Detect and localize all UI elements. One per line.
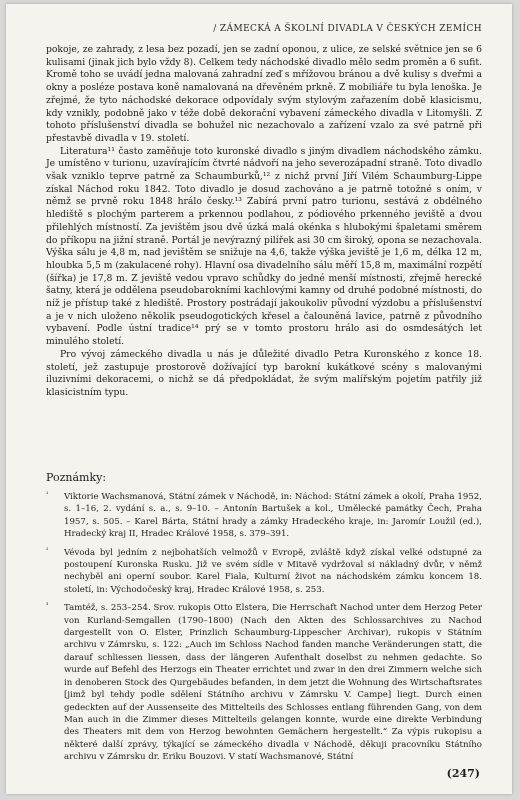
footnote-number: ¹: [46, 491, 49, 498]
document-page: [6, 4, 512, 794]
footnote-text: Viktorie Wachsmanová, Státní zámek v Náchodě, in: Náchod: Státní zámek a okolí, Praha 1952, s. 1–16, 2. vydání s. a., s. 9–10. – Antonín Bartušek a kol., Umělecké památky Čech, Praha 1957, s. 505. – Karel Bárta, Státní hrady a zámky Hradeckého kraje, in: Jaromír Loužil (ed.), Hradecký kraj II, Hradec Králové 1958, s. 379–391.: [64, 492, 482, 540]
paragraph-1: pokoje, ze zahrady, z lesa bez pozadí, jen se zadní oponou, z ulice, ze selské světnice jen se 6 kulisami (jinak jich bylo vždy 8). Celkem tedy náchodské divadlo mělo sedm proměn a 6 sufit. Kromě toho se uvádí jedna malovaná zahradní zeď s mřížovou bránou a dvě kulisy s dveřmi a okny a posléze postava koně namalovaná na dřevěném prkně. Z mobiliáře tu byla lenoška. Je zřejmé, že tyto náchodské dekorace odpovídaly svým stylovým zařazením době klasicismu, kdy vznikly, podobně jako v téže době dekorační vybavení zámeckého divadla v Litomyšli. Z tohoto příslušenství divadla se bohužel nic nezachovalo a zařízení vzalo za své patrně při přestavbě divadla v 19. století.: [46, 44, 482, 144]
running-header: / ZÁMECKÁ A ŠKOLNÍ DIVADLA V ČESKÝCH ZEMÍCH: [213, 24, 482, 34]
footnote-2: [46, 547, 482, 597]
footnote-number: ²: [46, 546, 49, 554]
footnote-text: Tamtéž, s. 253–254. Srov. rukopis Otto Elstera, Die Herrschaft Nachod unter dem Herzog Peter von Kurland-Semgallen (1790–1800) (Nach den Akten des Schlossarchives zu Nachod dargestellt von O. Elster, Prinzlich Schaumburg-Lippescher Archivar), rukopis v Státním archivu v Zámrsku, s. 122: „Auch im Schloss Nachod fanden manche Veränderungen statt, die darauf schliessen liessen, dass der längeren Aufenthalt doselbst zu nehmen gedachte. So wurde auf Befehl des Herzogs ein Theater errichtet und zwar in den drei Zimmern welche sich in denoberen Stock des Qurgebäudes befanden, in dem jetzt die Wohnung des Wirtschaftsrates [jimž byl tehdy podle sdělení Státního archivu v Zámrsku V. Campe] liegt. Durch einen gedeckten auf der Aussenseite des Mittelteils des Schlosses entlang führenden Gang, von dem Man auch in die Zimmer dieses Mittelteils gelangen konnte, wurde eine direkte Verbindung des Theaters mit dem von Herzog bewohnten Gemächern hergestellt.“ Za výpis rukopisu a některé další zprávy, týkající se zámeckého divadla v Náchodě, děkuji pracovníku Státního archivu v Zámrsku dr. Eriku Bouzovi. V statí Wachsmanové, Státní: [64, 603, 482, 763]
footnote-1: [46, 491, 482, 541]
paragraph-3: Pro vývoj zámeckého divadla u nás je důležité divadlo Petra Kuronského z konce 18. století, jež zastupuje prostorově dožívající typ barokní kukátkové scény s malovanými iluzivními dekoracemi, o nichž se dá předpokládat, že svým malířským pojetím patřily již klasicistním typu.: [46, 348, 482, 398]
page-number: (247): [446, 767, 480, 780]
notes-heading: Poznámky:: [46, 471, 107, 484]
footnote-text: Vévoda byl jedním z nejbohatších velmožů v Evropě, zvláště když získal velké odstupné za postoupení Kuronska Rusku. Již ve svém sídle v Mitavě vydržoval si nákladný dvůr, v němž nechyběl ani operní soubor. Karel Fiala, Kulturní život na náchodském zámku koncem 18. století, in: Východočeský kraj, Hradec Králové 1958, s. 253.: [64, 547, 482, 595]
body-text: [46, 44, 482, 400]
footnotes: [46, 491, 482, 770]
footnote-3: [46, 602, 482, 763]
paragraph-2: Literatura¹¹ často zaměňuje toto kuronské divadlo s jiným divadlem náchodského zámku. Je umístěno v turionu, uzavírajícím čtvrté nádvoří na jeho severozápadní straně. Toto divadlo však vzniklo teprve patrně za Schaumburků,¹² z nichž první Jiří Vilém Schaumburg-Lippe získal Náchod roku 1842. Toto divadlo je dosud zachováno a je patrně totožné s oním, v němž se prvně roku 1848 hrálo česky.¹³ Zabírá první patro turionu, sestává z obdélného hlediště s plochým parterem a prkennou podlahou, z pódiového prkenného jeviště a dvou přilehlých místností. Za jevištěm jsou dvě úzká malá okénka s hlubokými špaletami směrem do příkopu na jižní straně. Portál je nevýrazný pilířek asi 30 cm široký, opona se nezachovala. Výška sálu je 4,8 m, nad jevištěm se snižuje na 4,6, takže výška jeviště je 1,6 m, délka 12 m, hloubka 5,5 m (zakulacené rohy). Hlavní osa divadelního sálu měří 15,8 m, maximální rozpětí (šířka) je 17,8 m. Z jeviště vedou vpravo schůdky do jedné menší místnosti, zřejmě herecké šatny, která je oddělena pseudobarokními kachlovými kamny od druhé podobné místnosti, do níž je přístup také z hlediště. Prostory postrádají jakoukoliv původní výzdobu a příslušenství a je v nich uloženo několik pseudogotických křesel a čalouněná lavice, patrně z původního vybavení. Podle ústní tradice¹⁴ prý se v tomto prostoru hrálo asi do osmdesátých let minulého století.: [46, 145, 483, 348]
footnote-number: ³: [46, 602, 49, 610]
